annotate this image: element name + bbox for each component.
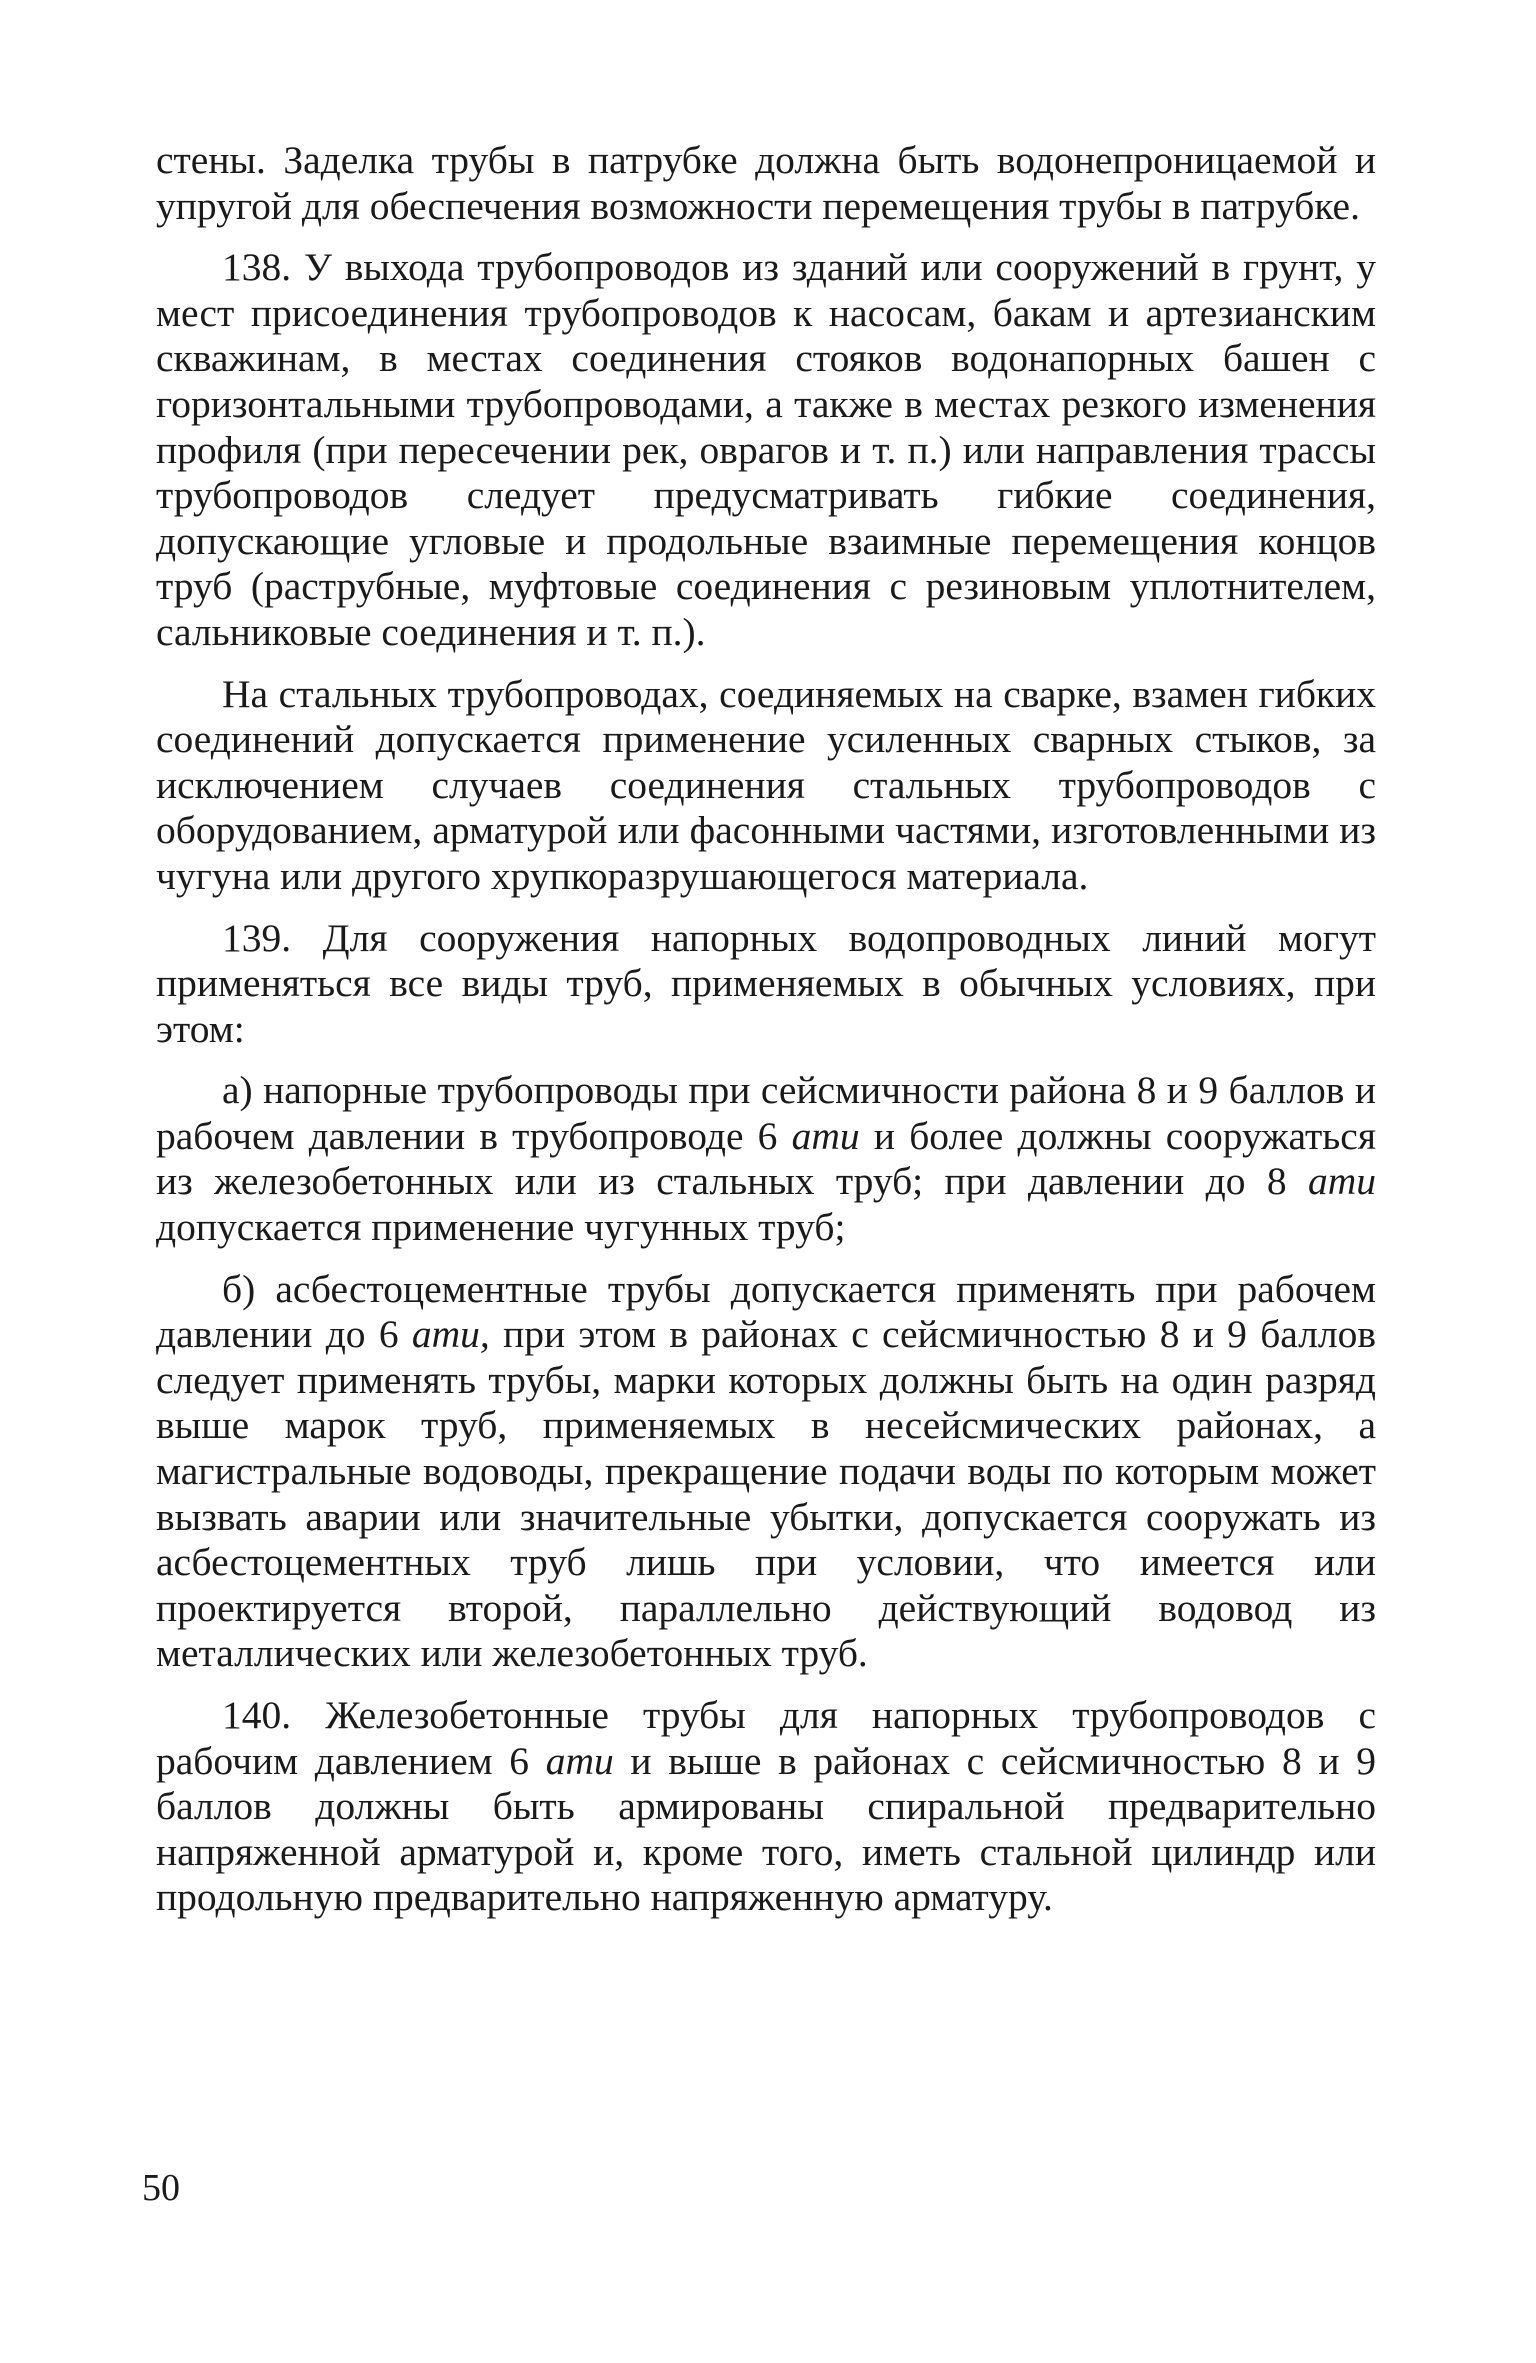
page-number: 50 xyxy=(142,2167,180,2209)
paragraph-139 xyxy=(156,916,1376,1053)
paragraph-text: 139. Для сооружения напорных водопроводных линий могут применяться все виды труб, применяемых в обычных условиях, при этом: xyxy=(156,915,1376,1051)
paragraph-continuation xyxy=(156,138,1376,229)
paragraph-text: и более должны сооружаться из железобетонных или из стальных труб; при давлении до 8 xyxy=(156,1113,1376,1204)
unit-ati: ати xyxy=(545,1738,614,1783)
paragraph-text: 138. У выхода трубопроводов из зданий или сооружений в грунт, у мест присоединения трубопроводов к насосам, бакам и артезианским скважинам, в местах соединения стояков водонапорных башен с горизонтальными трубопроводами, а также в местах резкого изменения профиля (при пересечении рек, оврагов и т. п.) или направления трассы трубопроводов следует предусматривать гибкие соединения, допускающие угловые и продольные взаимные перемещения концов труб (раструбные, муфтовые соединения с резиновым уплотнителем, сальниковые соединения и т. п.). xyxy=(156,245,1376,654)
paragraph-text: 140. Железобетонные трубы для напорных трубопроводов с рабочим давлением 6 xyxy=(156,1693,1376,1783)
paragraph-text: и выше в районах с сейсмичностью 8 и 9 баллов должны быть армированы спиральной предварительно напряженной арматурой и, кроме того, иметь стальной цилиндр или продольную предварительно напряженную арматуру. xyxy=(156,1738,1376,1920)
body-text xyxy=(156,138,1376,1937)
paragraph-140 xyxy=(156,1693,1376,1921)
paragraph-text: при этом в районах с сейсмичностью 8 и 9 баллов следует применять трубы, марки которых должны быть на один разряд выше марок труб, применяемых в несейсмических районах, а магистральные водоводы, прекращение подачи воды по которым может вызвать аварии или значительные убытки, допускается сооружать из асбестоцементных труб лишь при условии, что имеется или проектируется второй, параллельно действующий водовод из металлических или железобетонных труб. xyxy=(156,1312,1377,1676)
unit-ati: ати xyxy=(1307,1159,1376,1204)
paragraph-138 xyxy=(156,245,1376,655)
paragraph-139-item-b xyxy=(156,1267,1376,1677)
paragraph-139-item-a xyxy=(156,1068,1376,1250)
paragraph-138-welded xyxy=(156,672,1376,900)
paragraph-text: а) напорные трубопроводы при сейсмичности района 8 и 9 баллов и рабочем давлении в трубопроводе 6 xyxy=(156,1068,1376,1158)
unit-ati: ати, xyxy=(411,1312,490,1357)
paragraph-text: допускается применение чугунных труб; xyxy=(156,1205,846,1250)
unit-ati: ати xyxy=(791,1113,860,1158)
paragraph-text: б) асбестоцементные трубы допускается применять при рабочем давлении до 6 xyxy=(156,1266,1376,1357)
paragraph-text: стены. Заделка трубы в патрубке должна быть водонепроницаемой и упругой для обеспечения возможности перемещения трубы в патрубке. xyxy=(156,138,1376,228)
paragraph-text: На стальных трубопроводах, соединяемых на сварке, взамен гибких соединений допускается применение усиленных сварных стыков, за исключением случаев соединения стальных трубопроводов с оборудованием, арматурой или фасонными частями, изготовленными из чугуна или другого хрупкоразрушающегося материала. xyxy=(156,671,1376,898)
